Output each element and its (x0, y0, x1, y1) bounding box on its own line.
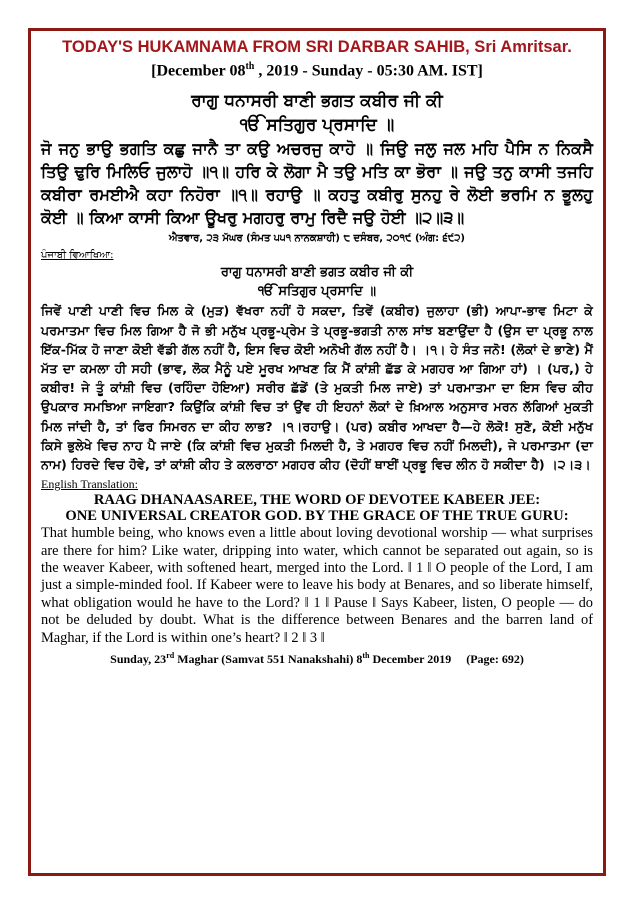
gurbani-raag: ਰਾਗੁ ਧਨਾਸਰੀ ਬਾਣੀ ਭਗਤ ਕਬੀਰ ਜੀ ਕੀ (191, 91, 443, 112)
footer-sup2: th (362, 651, 370, 660)
footer-date (41, 648, 593, 667)
date-suffix: , 2019 - Sunday - 05:30 AM. IST] (254, 62, 483, 80)
page-title: TODAY'S HUKAMNAMA FROM SRI DARBAR SAHIB, Sri Amritsar. (62, 38, 572, 56)
punjabi-label: ਪੰਜਾਬੀ ਵਿਆਖਿਆ: (41, 250, 114, 262)
footer-sup1: rd (166, 651, 175, 660)
date-sup: th (245, 61, 255, 72)
date-line (41, 57, 593, 81)
gurbani-text: ਜੋ ਜਨੁ ਭਾਉ ਭਗਤਿ ਕਛੁ ਜਾਨੈ ਤਾ ਕਉ ਅਚਰਜੁ ਕਾਹੋ ॥ ਜਿਉ ਜਲੁ ਜਲ ਮਹਿ ਪੈਸਿ ਨ ਨਿਕਸੈ ਤਿਉ ਢੁਰਿ ਮਿਲਿਓ ਜੁਲਾਹੋ ॥੧॥ ਹਰਿ ਕੇ ਲੋਗਾ ਮੈ ਤਉ ਮਤਿ ਕਾ ਭੋਰਾ ॥ ਜਉ ਤਨੁ ਕਾਸੀ ਤਜਹਿ ਕਬੀਰਾ ਰਮਈਐ ਕਹਾ ਨਿਹੋਰਾ ॥੧॥ ਰਹਾਉ ॥ ਕਹਤੁ ਕਬੀਰੁ ਸੁਨਹੁ ਰੇ ਲੋਈ ਭਰਮਿ ਨ ਭੂਲਹੁ ਕੋਈ ॥ ਕਿਆ ਕਾਸੀ ਕਿਆ ਊਖਰੁ ਮਗਹਰੁ ਰਾਮੁ ਰਿਦੈ ਜਉ ਹੋਈ ॥੨॥੩॥ (41, 139, 593, 228)
date-prefix: [December 08 (151, 62, 246, 80)
gurbani-date-meta: ਐਤਵਾਰ, ੨੩ ਮੱਘਰ (ਸੰਮਤ ੫੫੧ ਨਾਨਕਸ਼ਾਹੀ) ੮ ਦਸੰਬਰ, ੨੦੧੯ (ਅੰਗ: ੬੯੨) (168, 233, 465, 245)
footer-part2: Maghar (Samvat 551 Nanakshahi) 8 (174, 652, 363, 666)
footer-page: (Page: 692) (466, 652, 524, 666)
english-text: That humble being, who knows even a little about loving devotional worship — what surprises are there for him? Like water, dripping into water, which cannot be separated out again, so is the weaver Kabeer, with softened heart, merged into the Lord. ‖ 1 ‖ O people of the Lord, I am just a simple-minded fool. If Kabeer were to leave his body at Benares, and so liberate himself, what obligation would he have to the Lord? ‖ 1 ‖ Pause ‖ Says Kabeer, listen, O people — do not be deluded by doubt. What is the difference between Benares and the barren land of Maghar, if the Lord is within one’s heart? ‖ 2 ‖ 3 ‖ (41, 525, 593, 646)
hukamnama-frame (28, 28, 606, 876)
punjabi-raag: ਰਾਗੁ ਧਨਾਸਰੀ ਬਾਣੀ ਭਗਤ ਕਬੀਰ ਜੀ ਕੀ (220, 265, 414, 281)
punjabi-mool-mantar: ੴ ਸਤਿਗੁਰ ਪ੍ਰਸਾਦਿ ॥ (257, 284, 377, 300)
english-heading-1: RAAG DHANAASAREE, THE WORD OF DEVOTEE KABEER JEE: (93, 492, 541, 509)
english-heading-2: ONE UNIVERSAL CREATOR GOD. BY THE GRACE OF THE TRUE GURU: (65, 508, 569, 525)
footer-part1: Sunday, 23 (110, 652, 167, 666)
footer-part3: December 2019 (369, 652, 452, 666)
punjabi-text: ਜਿਵੇਂ ਪਾਣੀ ਪਾਣੀ ਵਿਚ ਮਿਲ ਕੇ (ਮੁੜ) ਵੱਖਰਾ ਨਹੀਂ ਹੋ ਸਕਦਾ, ਤਿਵੇਂ (ਕਬੀਰ) ਜੁਲਾਹਾ (ਭੀ) ਆਪਾ-ਭਾਵ ਮਿਟਾ ਕੇ ਪਰਮਾਤਮਾ ਵਿਚ ਮਿਲ ਗਿਆ ਹੈ ਜੋ ਭੀ ਮਨੁੱਖ ਪ੍ਰਭੂ-ਪ੍ਰੇਮ ਤੇ ਪ੍ਰਭੂ-ਭਗਤੀ ਨਾਲ ਸਾਂਝ ਬਣਾਉਂਦਾ ਹੈ (ਉਸ ਦਾ ਪ੍ਰਭੂ ਨਾਲ ਇੱਕ-ਮਿੱਕ ਹੋ ਜਾਣਾ ਕੋਈ ਵੱਡੀ ਗੱਲ ਨਹੀਂ ਹੈ, ਇਸ ਵਿਚ ਕੋਈ ਅਨੋਖੀ ਗੱਲ ਨਹੀਂ ਹੈ। ।੧। ਹੇ ਸੰਤ ਜਨੋ! (ਲੋਕਾਂ ਦੇ ਭਾਣੇ) ਮੈਂ ਮੱਤ ਦਾ ਕਮਲਾ ਹੀ ਸਹੀ (ਭਾਵ, ਲੋਕ ਮੈਨੂੰ ਪਏ ਮੂਰਖ ਆਖਣ ਕਿ ਮੈਂ ਕਾਂਸ਼ੀ ਛੱਡ ਕੇ ਮਗਹਰ ਆ ਗਿਆ ਹਾਂ) । (ਪਰ,) ਹੇ ਕਬੀਰ! ਜੇ ਤੂੰ ਕਾਂਸ਼ੀ ਵਿਚ (ਰਹਿੰਦਾ ਹੋਇਆ) ਸਰੀਰ ਛੱਡੇਂ (ਤੇ ਮੁਕਤੀ ਮਿਲ ਜਾਏ) ਤਾਂ ਪਰਮਾਤਮਾ ਦਾ ਇਸ ਵਿਚ ਕੀਹ ਉਪਕਾਰ ਸਮਝਿਆ ਜਾਇਗਾ? ਕਿਉਂਕਿ ਕਾਂਸ਼ੀ ਵਿਚ ਤਾਂ ਉਂਵ ਹੀ ਇਹਨਾਂ ਲੋਕਾਂ ਦੇ ਖ਼ਿਆਲ ਅਨੁਸਾਰ ਮਰਨ ਲੱਗਿਆਂ ਮੁਕਤੀ ਮਿਲ ਜਾਂਦੀ ਹੈ, ਤਾਂ ਫਿਰ ਸਿਮਰਨ ਦਾ ਕੀਹ ਲਾਭ? ।੧।ਰਹਾਉ। (ਪਰ) ਕਬੀਰ ਆਖਦਾ ਹੈ—ਹੇ ਲੋਕੋ! ਸੁਣੋ, ਕੋਈ ਮਨੁੱਖ ਕਿਸੇ ਭੁਲੇਖੇ ਵਿਚ ਨਾਹ ਪੈ ਜਾਏ (ਕਿ ਕਾਂਸ਼ੀ ਵਿਚ ਮੁਕਤੀ ਮਿਲਦੀ ਹੈ, ਤੇ ਮਗਹਰ ਵਿਚ ਨਹੀਂ ਮਿਲਦੀ), ਜੇ ਪਰਮਾਤਮਾ (ਦਾ ਨਾਮ) ਹਿਰਦੇ ਵਿਚ ਹੋਵੇ, ਤਾਂ ਕਾਂਸ਼ੀ ਕੀਹ ਤੇ ਕਲਰਾਠਾ ਮਗਹਰ ਕੀਹ (ਦੋਹੀਂ ਥਾਈਂ ਪ੍ਰਭੂ ਵਿਚ ਲੀਨ ਹੋ ਸਕੀਦਾ ਹੈ) ।੨।੩। (41, 303, 593, 472)
gurbani-mool-mantar: ੴ ਸਤਿਗੁਰ ਪ੍ਰਸਾਦਿ ॥ (239, 115, 395, 136)
english-label: English Translation: (41, 477, 139, 492)
